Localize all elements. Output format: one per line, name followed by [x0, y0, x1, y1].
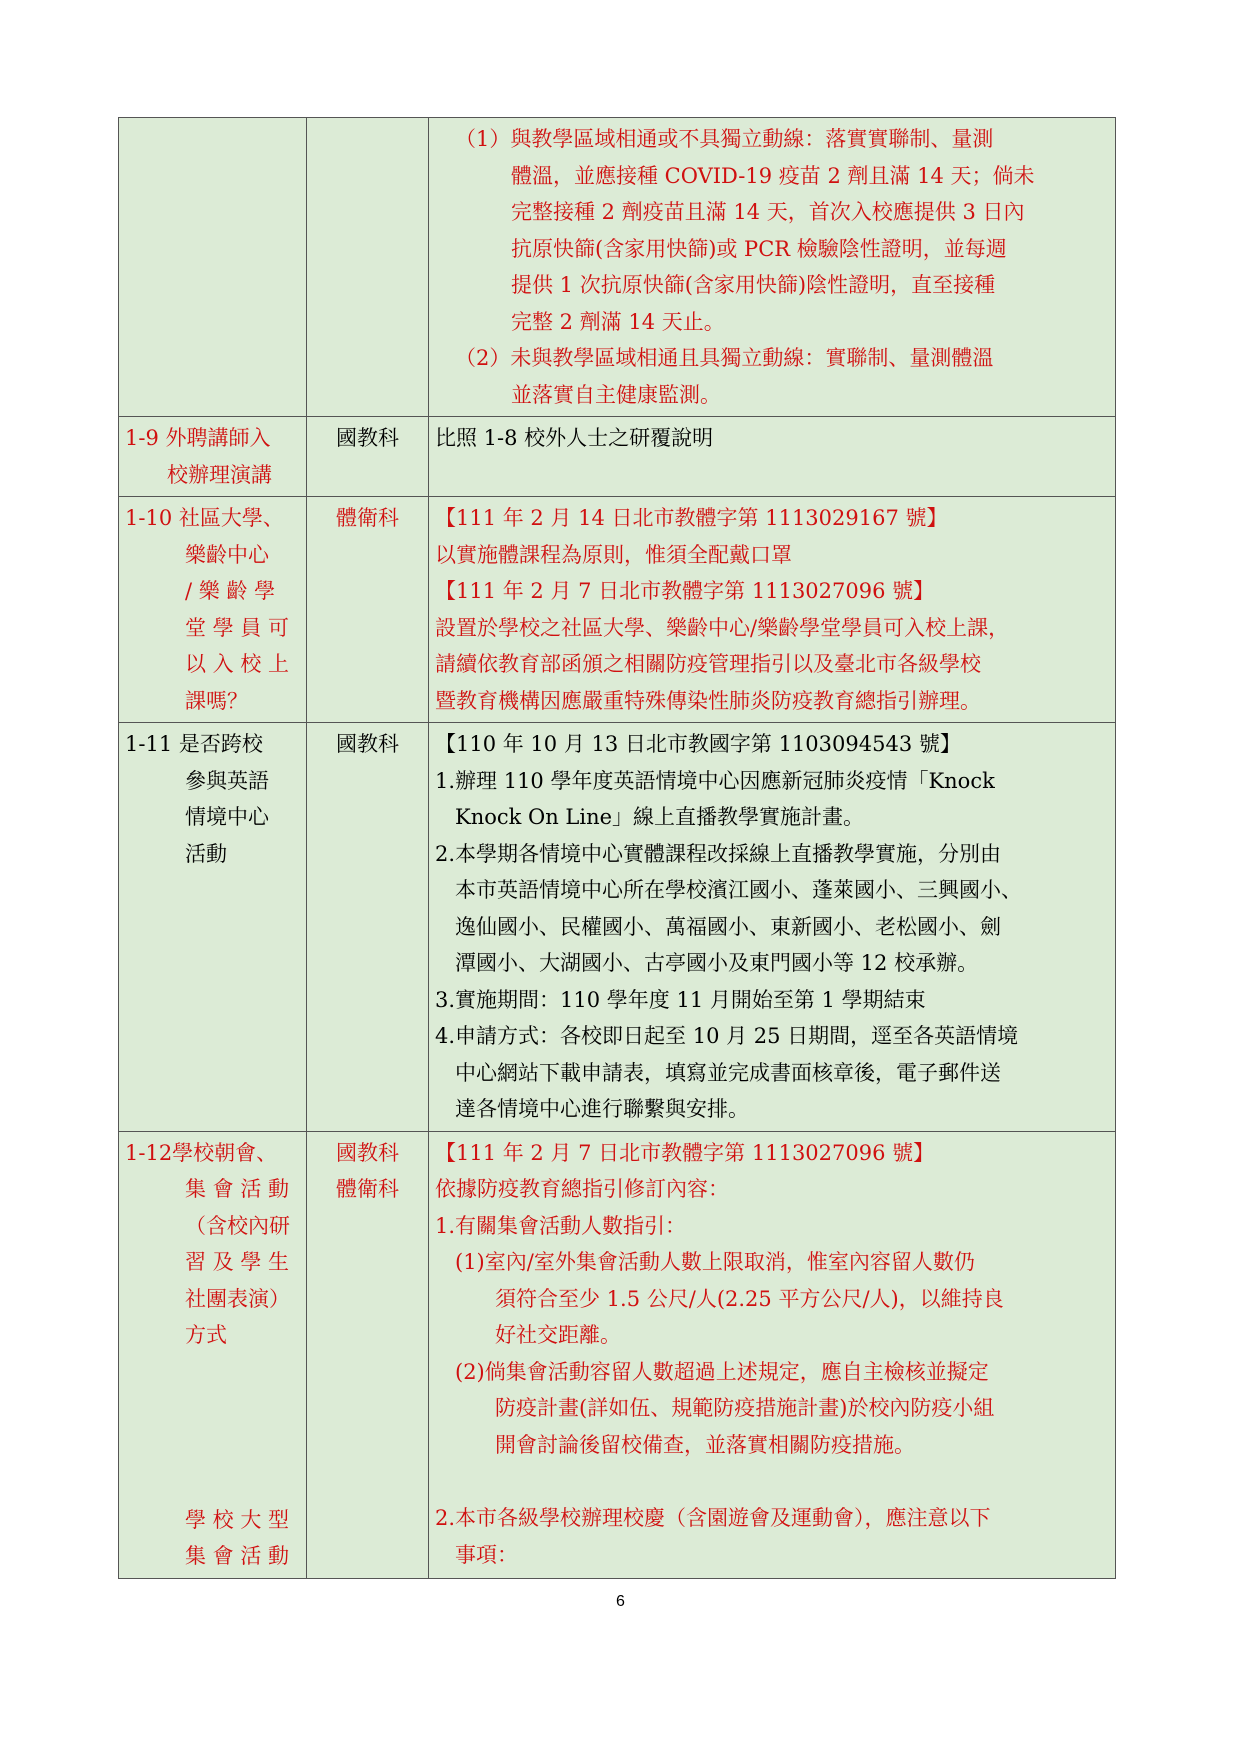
- title-line: 集 會 活 動: [185, 1544, 290, 1568]
- content-line: 4.申請方式：各校即日起至 10 月 25 日期間，逕至各英語情境: [435, 1024, 1019, 1048]
- content-line: 3.實施期間：110 學年度 11 月開始至第 1 學期結束: [435, 987, 926, 1012]
- content-line: 【110 年 10 月 13 日北市教國字第 1103094543 號】: [435, 732, 961, 756]
- title-cell: [119, 1131, 307, 1578]
- unit-label: 國教科: [336, 426, 399, 450]
- guidance-table: [118, 117, 1116, 1579]
- unit-cell: [307, 1131, 429, 1578]
- content-line: 1.有關集會活動人數指引：: [435, 1213, 687, 1238]
- title-line: 校辦理演講: [167, 462, 272, 487]
- content-line: (1)室內/室外集會活動人數上限取消，惟室內容留人數仍: [455, 1250, 975, 1274]
- title-line: / 樂 齡 學: [185, 579, 276, 603]
- content-line: (2)倘集會活動容留人數超過上述規定，應自主檢核並擬定: [455, 1359, 989, 1384]
- table-row: [119, 417, 1116, 497]
- content-line: 達各情境中心進行聯繫與安排。: [455, 1097, 749, 1121]
- title-cell: [119, 723, 307, 1132]
- title-line: （含校內研: [185, 1213, 290, 1238]
- content-line: 體溫，並應接種 COVID-19 疫苗 2 劑且滿 14 天；倘未: [511, 163, 1035, 188]
- title-line: 集 會 活 動: [185, 1177, 290, 1201]
- table-row: [119, 497, 1116, 723]
- title-line: 以 入 校 上: [185, 652, 290, 676]
- content-line: 潭國小、大湖國小、古亭國小及東門國小等 12 校承辦。: [455, 951, 979, 975]
- content-line: 1.辦理 110 學年度英語情境中心因應新冠肺炎疫情「Knock: [435, 768, 995, 793]
- unit-cell: [307, 497, 429, 723]
- title-line: 樂齡中心: [185, 542, 269, 567]
- content-line: （1）與教學區域相通或不具獨立動線：落實實聯制、量測: [455, 127, 994, 151]
- title-line: 1-10 社區大學、: [125, 506, 284, 530]
- unit-cell: [307, 417, 429, 497]
- title-line: 習 及 學 生: [185, 1250, 290, 1274]
- table-row: [119, 118, 1116, 417]
- content-line: 中心網站下載申請表，填寫並完成書面核章後，電子郵件送: [455, 1060, 1001, 1085]
- content-line: 以實施體課程為原則，惟須全配戴口罩: [435, 542, 792, 567]
- content-line: （2）未與教學區域相通且具獨立動線：實聯制、量測體溫: [455, 346, 994, 370]
- title-line: 參與英語: [185, 768, 269, 793]
- content-line: Knock On Line」線上直播教學實施計畫。: [455, 805, 865, 829]
- content-cell: [429, 1131, 1116, 1578]
- content-cell: [429, 118, 1116, 417]
- title-line: 社團表演）: [185, 1286, 290, 1311]
- content-line: 完整 2 劑滿 14 天止。: [511, 309, 725, 334]
- title-line: 活動: [185, 841, 227, 866]
- unit-label: 體衛科: [336, 506, 399, 530]
- content-line: 暨教育機構因應嚴重特殊傳染性肺炎防疫教育總指引辦理。: [435, 688, 981, 713]
- content-line: 開會討論後留校備查，並落實相關防疫措施。: [495, 1432, 915, 1457]
- content-line: 【111 年 2 月 7 日北市教體字第 1113027096 號】: [435, 1140, 935, 1165]
- page-number: 6: [616, 1593, 625, 1610]
- content-line: 提供 1 次抗原快篩(含家用快篩)陰性證明，直至接種: [511, 273, 996, 297]
- content-line: 請續依教育部函頒之相關防疫管理指引以及臺北市各級學校: [435, 652, 981, 676]
- title-line: 1-11 是否跨校: [125, 732, 263, 756]
- content-line: 抗原快篩(含家用快篩)或 PCR 檢驗陰性證明，並每週: [511, 236, 1007, 261]
- content-cell: [429, 497, 1116, 723]
- content-line: 本市英語情境中心所在學校濱江國小、蓬萊國小、三興國小、: [455, 878, 1022, 902]
- content-line: 【111 年 2 月 7 日北市教體字第 1113027096 號】: [435, 579, 935, 603]
- title-line: 1-9 外聘講師入: [125, 426, 271, 450]
- content-line: 完整接種 2 劑疫苗且滿 14 天，首次入校應提供 3 日內: [511, 200, 1025, 224]
- title-line: 學 校 大 型: [185, 1507, 290, 1532]
- unit-cell: [307, 118, 429, 417]
- title-cell: [119, 497, 307, 723]
- content-line: 防疫計畫(詳如伍、規範防疫措施計畫)於校內防疫小組: [495, 1396, 995, 1420]
- title-line: 堂 學 員 可: [185, 615, 290, 640]
- table-row: [119, 1131, 1116, 1578]
- content-line: 2.本學期各情境中心實體課程改採線上直播教學實施，分別由: [435, 841, 1002, 866]
- unit-cell: [307, 723, 429, 1132]
- content-line: 好社交距離。: [495, 1323, 621, 1347]
- unit-label: 國教科: [336, 1140, 399, 1165]
- unit-label: 國教科: [336, 732, 399, 756]
- title-line: 方式: [185, 1323, 227, 1347]
- content-line: 並落實自主健康監測。: [511, 382, 721, 407]
- content-cell: [429, 723, 1116, 1132]
- content-line: 須符合至少 1.5 公尺/人(2.25 平方公尺/人)，以維持良: [495, 1286, 1004, 1311]
- content-line: 依據防疫教育總指引修訂內容：: [435, 1177, 729, 1201]
- content-line: 事項：: [455, 1542, 518, 1567]
- title-line: 情境中心: [185, 805, 269, 829]
- content-line: 設置於學校之社區大學、樂齡中心/樂齡學堂學員可入校上課，: [435, 615, 1010, 640]
- unit-label: 體衛科: [336, 1177, 399, 1201]
- title-line: 課嗎？: [185, 688, 248, 713]
- title-cell: [119, 417, 307, 497]
- content-cell: [429, 417, 1116, 497]
- title-line: 1-12學校朝會、: [125, 1140, 278, 1165]
- content-line: 【111 年 2 月 14 日北市教體字第 1113029167 號】: [435, 506, 948, 530]
- content-line: 逸仙國小、民權國小、萬福國小、東新國小、老松國小、劍: [455, 914, 1001, 939]
- content-line: 比照 1-8 校外人士之研覆說明: [435, 426, 714, 450]
- content-line: 2.本市各級學校辦理校慶（含園遊會及運動會），應注意以下: [435, 1506, 991, 1530]
- table-row: [119, 723, 1116, 1132]
- title-cell: [119, 118, 307, 417]
